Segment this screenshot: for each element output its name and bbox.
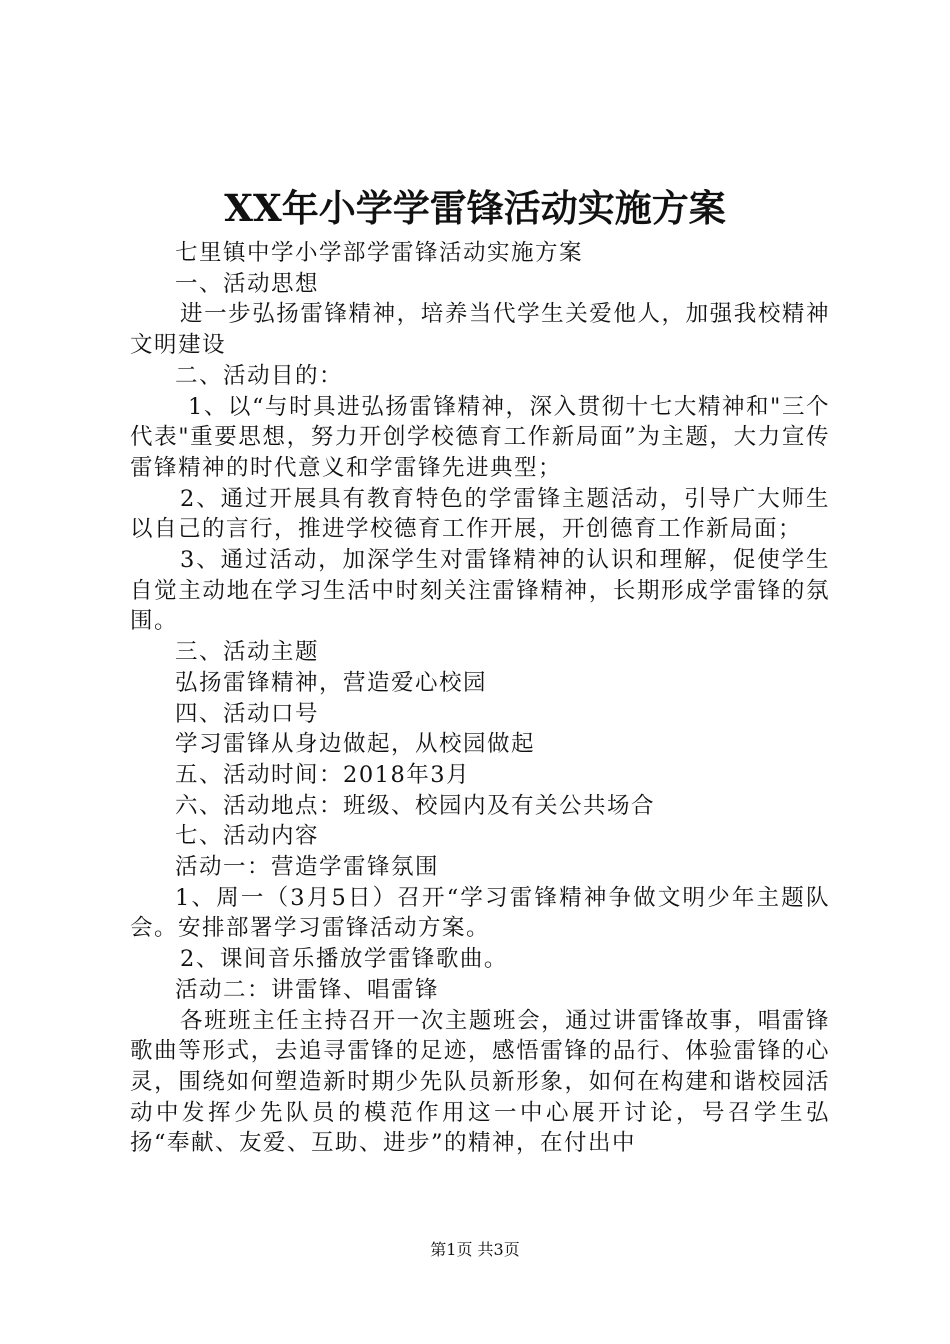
section-heading: 六、活动地点：班级、校园内及有关公共场合: [175, 792, 656, 819]
section-heading: 五、活动时间：2018年3月: [175, 761, 471, 788]
sub-heading: 活动二：讲雷锋、唱雷锋: [175, 976, 440, 1003]
paragraph: 2、通过开展具有教育特色的学雷锋主题活动，引导广大师生以自己的言行，推进学校德育工作开展，开创德育工作新局面；: [130, 485, 830, 543]
section-heading: 七、活动内容: [175, 823, 320, 850]
section-heading: 四、活动口号: [175, 700, 320, 727]
paragraph: 2、课间音乐播放学雷锋歌曲。: [180, 946, 508, 973]
sub-heading: 活动一：营造学雷锋氛围: [175, 854, 440, 881]
paragraph: 各班班主任主持召开一次主题班会，通过讲雷锋故事，唱雷锋歌曲等形式，去追寻雷锋的足迹，感悟雷锋的品行、体验雷锋的心灵，围绕如何塑造新时期少先队员新形象，如何在构建和谐校园活动中发挥少先队员的模范作用这一中心展开讨论，号召学生弘扬“奉献、友爱、互助、进步”的精神，在付出中: [130, 1007, 830, 1157]
paragraph: 1、以“与时具进弘扬雷锋精神，深入贯彻十七大精神和"三个代表"重要思想，努力开创学校德育工作新局面”为主题，大力宣传雷锋精神的时代意义和学雷锋先进典型；: [130, 393, 830, 481]
paragraph: 学习雷锋从身边做起，从校园做起: [175, 731, 536, 758]
subtitle-line: 七里镇中学小学部学雷锋活动实施方案: [175, 240, 584, 266]
section-heading: 一、活动思想: [175, 270, 320, 297]
paragraph: 1、周一（3月5日）召开“学习雷锋精神争做文明少年主题队会。安排部署学习雷锋活动方案。: [130, 884, 830, 942]
paragraph: 进一步弘扬雷锋精神，培养当代学生关爱他人，加强我校精神文明建设: [130, 301, 830, 359]
paragraph: 弘扬雷锋精神，营造爱心校园: [175, 669, 488, 696]
document-title: XX年小学学雷锋活动实施方案: [224, 186, 726, 230]
section-heading: 二、活动目的：: [175, 362, 344, 389]
page-number: 第1页 共3页: [430, 1240, 520, 1259]
section-heading: 三、活动主题: [175, 639, 320, 666]
paragraph: 3、通过活动，加深学生对雷锋精神的认识和理解，促使学生自觉主动地在学习生活中时刻关注雷锋精神，长期形成学雷锋的氛围。: [130, 547, 830, 635]
document-body: [130, 238, 830, 1159]
